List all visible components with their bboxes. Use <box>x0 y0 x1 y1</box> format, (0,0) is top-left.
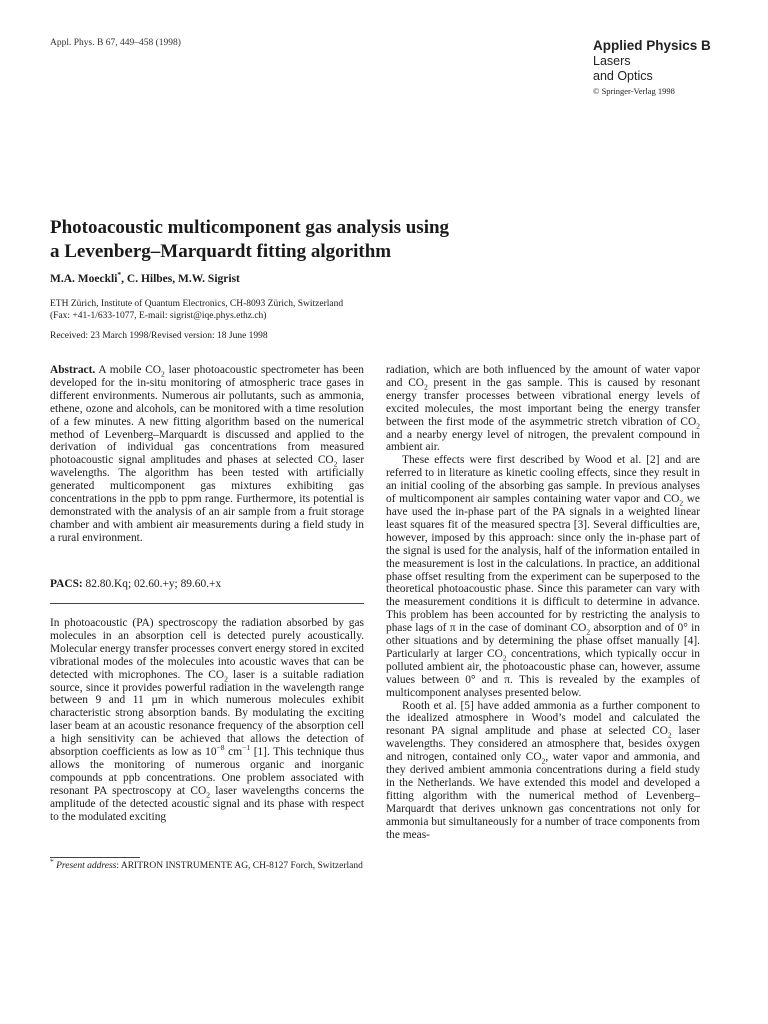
journal-subtitle-line1: Lasers <box>593 54 631 68</box>
subscript: 2 <box>502 653 507 663</box>
author-list <box>50 270 240 285</box>
affiliation-contact: (Fax: +41-1/633-1077, E-mail: sigrist@iqe.phys.ethz.ch) <box>50 311 267 321</box>
body-text: present in the gas sample. This is caused by resonant energy transfer processes between vibrational energy levels of excited molecules, the most important being the energy transfer between the first mode of the asymmetric stretch vibration of CO <box>386 376 700 428</box>
superscript: −1 <box>242 743 251 753</box>
footnote-mark: * <box>50 856 54 866</box>
body-text: radiation, which are both influenced by the amount of water vapor and CO <box>386 364 700 389</box>
affiliation <box>50 298 650 322</box>
journal-subtitle-line2: and Optics <box>593 69 653 83</box>
body-text: Rooth et al. [5] have added ammonia as a further component to the idealized atmosphere in Wood’s model and calculated the resonant PA signal amplitude and phase at selected CO <box>386 699 700 738</box>
body-paragraph <box>386 454 700 699</box>
subscript: 2 <box>224 673 228 683</box>
article-title-line2: a Levenberg–Marquardt fitting algorithm <box>50 240 392 262</box>
abstract-label: Abstract. <box>50 364 96 376</box>
author-others: , C. Hilbes, M.W. Sigrist <box>121 273 240 285</box>
footnote-text: : ARITRON INSTRUMENTE AG, CH-8127 Forch, Switzerland <box>116 861 363 871</box>
body-paragraph <box>386 700 700 842</box>
body-right-column <box>386 364 700 842</box>
copyright-notice: © Springer-Verlag 1998 <box>593 86 675 96</box>
body-text: and a nearby energy level of nitrogen, the prevalent compound in ambient air. <box>386 428 700 454</box>
subscript: 2 <box>333 459 338 469</box>
body-text: absorption and of 0° in other situations and by determining the phase offset manually [4]. Particularly at larger CO <box>386 622 700 660</box>
subscript: 2 <box>424 382 428 392</box>
subscript: 2 <box>541 756 546 766</box>
intro-paragraph <box>50 617 364 824</box>
body-text: we have used the in-phase part of the PA signals in a weighted linear least squares fit of the measured spectra [3]. Several difficulties are, however, imposed by this approach: since only the in-phase part of the signal is used for the analysis, half of the information entailed in the measurement is lost in the calculations. In practice, an additional phase offset resulting from the experiment can be superposed to the theoretical photoacoustic phase. Since this parameter can vary with the measurement conditions it is difficult to determine in advance. This problem has been accounted for by restricting the analysis to phase lags of π in the case of dominant CO <box>386 493 700 635</box>
subscript: 2 <box>667 730 672 740</box>
pacs-line <box>50 578 221 590</box>
body-paragraph <box>386 364 700 454</box>
footnote-divider <box>50 857 140 858</box>
pacs-codes: 82.80.Kq; 02.60.+y; 89.60.+x <box>82 578 222 590</box>
footnote <box>50 856 364 873</box>
article-title <box>50 216 730 263</box>
body-text: laser wavelengths. They considered an atmosphere that, besides oxygen and nitrogen, contained only CO <box>386 725 700 764</box>
subscript: 2 <box>696 420 700 430</box>
intro-text: laser wavelengths concerns the amplitude of the detected acoustic signal and its phase with respect to the modulated exciting <box>50 784 364 823</box>
pacs-label: PACS: <box>50 578 83 590</box>
body-text: , water vapor and ammonia, and they derived ambient ammonia concentrations during a field study in the Netherlands. We have extended this model and developed a fitting algorithm with the numerical method of Levenberg–Marquardt that derives unknown gas concentrations not only for ammonia but simultaneously for a number of trace components from the meas- <box>386 751 700 841</box>
intro-text: In photoacoustic (PA) spectroscopy the radiation absorbed by gas molecules in an absorption cell is detected purely acoustically. Molecular energy transfer processes convert energy stored in excited vibrational modes of the molecules into acoustic waves that can be detected with microphones. The CO <box>50 617 364 681</box>
subscript: 2 <box>586 627 591 637</box>
introduction <box>50 617 364 824</box>
abstract-text: A mobile CO <box>95 364 162 376</box>
article-title-line1: Photoacoustic multicomponent gas analysis using <box>50 217 450 238</box>
journal-citation: Appl. Phys. B 67, 449–458 (1998) <box>50 38 181 48</box>
abstract-paragraph <box>50 364 364 545</box>
affiliation-address: ETH Zürich, Institute of Quantum Electronics, CH-8093 Zürich, Switzerland <box>50 299 344 309</box>
received-dates: Received: 23 March 1998/Revised version: 18 June 1998 <box>50 331 268 341</box>
body-text: concentrations, which typically occur in polluted ambient air, the photoacoustic phase can, however, assume values between 0° and π. This is revealed by the examples of multicomponent analyses presented below. <box>386 647 701 699</box>
journal-masthead <box>593 38 753 98</box>
subscript: 2 <box>161 369 165 379</box>
intro-text: [1]. This technique thus allows the monitoring of numerous organic and inorganic compounds at ppb concentrations. One problem associated with resonant PA spectroscopy at CO <box>50 746 364 797</box>
intro-text: cm <box>224 746 243 759</box>
subscript: 2 <box>206 790 210 800</box>
author-first: M.A. Moeckli <box>50 273 118 285</box>
abstract <box>50 364 364 545</box>
section-divider <box>50 603 364 604</box>
author-footnote-mark: * <box>117 270 122 280</box>
footnote-label: Present address <box>53 861 117 871</box>
intro-text: laser is a suitable radiation source, since it provides powerful radiation in the wavelength range between 9 and 11 µm in which numerous molecules exhibit characteristic strong absorption bands. By modulating the exciting laser beam at an acoustic resonance frequency of the absorption cell a high sensitivity can be achieved that allows the detection of absorption coefficients as low as 10 <box>50 668 364 759</box>
abstract-text: laser photoacoustic spectrometer has been developed for the in-situ monitoring of atmospheric trace gases in different environments. Numerous air pollutants, such as ammonia, ethene, ozone and alcohols, can be monitored with a time resolution of a few minutes. A new fitting algorithm based on the numerical method of Levenberg–Marquardt is discussed and applied to the derivation of individual gas concentrations from measured photoacoustic signal amplitudes and phases at selected CO <box>50 364 364 467</box>
abstract-text: laser wavelengths. The algorithm has been tested with artificially generated multicomponent gas mixtures exhibiting gas concentrations in the ppb to ppm range. Furthermore, its potential is demonstrated with the analysis of an air sample from a fruit storage chamber and with ambient air measurements during a field study in a rural environment. <box>50 454 364 544</box>
body-text: These effects were first described by Wood et al. [2] and are referred to in literature as kinetic cooling effects, since they result in an initial cooling of the absorbing gas sample. In previous analyses of multicomponent air samples containing water vapor and CO <box>386 454 700 506</box>
superscript: −8 <box>216 743 225 753</box>
subscript: 2 <box>679 498 684 508</box>
journal-title: Applied Physics B <box>593 38 711 53</box>
